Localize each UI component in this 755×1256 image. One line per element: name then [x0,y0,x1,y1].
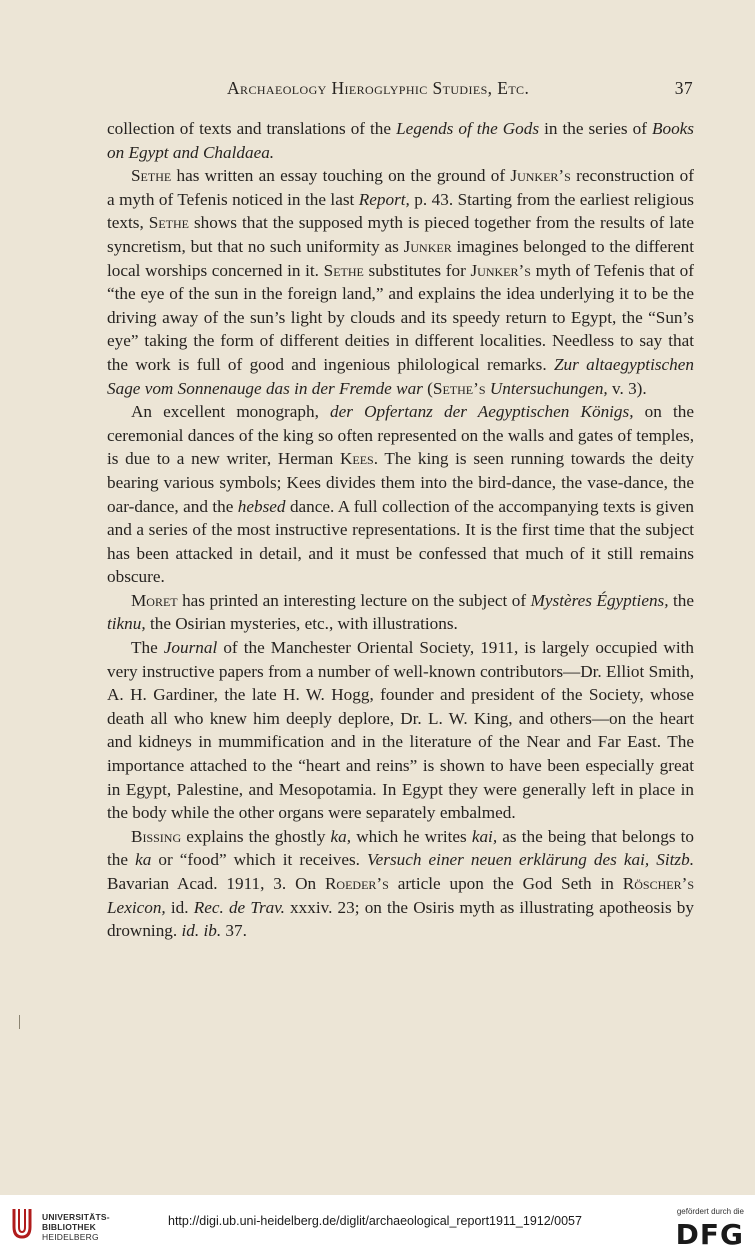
italic-text: Journal [163,638,218,658]
text-run: id. [165,897,194,917]
italic-text: id. ib. [181,921,222,941]
margin-mark [19,1015,20,1029]
small-caps-name: Sethe [148,213,189,233]
text-run: on the ceremonial dances of the king so often represented on the walls and gates of temples, is due to a new writer, Herman [107,402,694,469]
italic-text: Versuch einer neuen erklärung des kai, Sitzb. [367,850,695,870]
small-caps-name: Röscher’s [622,874,694,893]
small-caps-name: Junker [403,236,452,256]
body-text [107,117,694,943]
text-run: explains the ghostly [181,826,331,846]
small-caps-name: Sethe [131,166,172,186]
italic-text: Lexicon, [107,897,166,917]
text-run: substitutes for [363,260,471,280]
text-run: imagines belonged to the different local worships concerned in it. [107,236,695,280]
italic-text: tiknu, [107,614,146,634]
italic-text: Report, [358,189,410,209]
text-run: the Osirian mysteries, etc., with illustrations. [145,614,458,634]
text-run: the [668,590,695,610]
text-run: ( [422,378,433,398]
small-caps-name: Kees [339,449,374,469]
italic-text: Legends of the Gods [396,119,540,138]
dfg-logo: DFG [675,1218,744,1251]
text-run: xxxiv. 23; on the Osiris myth as illustrating apotheosis by drowning. [107,897,694,941]
italic-text: hebsed [237,496,286,516]
small-caps-name: Sethe [323,260,364,280]
text-run: which he writes [351,826,472,846]
paragraph-p3 [107,400,694,589]
italic-text: kai, [471,826,498,846]
library-line-2: BIBLIOTHEK [42,1222,96,1232]
small-caps-name: Sethe’s [432,378,486,398]
text-run: p. 43. Starting from the earliest religious texts, [107,189,694,233]
text-run: as the being that belongs to the [107,826,694,870]
running-header [107,78,693,102]
italic-text: ka [135,850,152,870]
text-run: An excellent monograph, [131,402,331,422]
funded-by-label: gefördert durch die [676,1207,744,1216]
library-line-1: UNIVERSITÄTS- [42,1212,110,1222]
text-run: reconstruction of a myth of Tefenis noticed in the last [107,166,695,209]
viewer-footer [0,1195,755,1256]
text-run: collection of texts and translations of the [107,119,397,138]
paragraph-p2 [107,164,694,400]
italic-text: Rec. de Trav. [193,897,285,917]
italic-text: ka, [330,826,352,846]
small-caps-name: Junker’s [470,260,531,280]
text-run: dance. A full collection of the accompanying texts is given and a series of the most instructive representations. It is the first time that the subject has been attacked in detail, and it must be confessed that much of it still remains obscure. [107,496,694,587]
text-run: Bavarian Acad. 1911, 3. On [107,874,325,893]
ub-heidelberg-logo-icon [10,1207,34,1241]
paragraph-p5 [107,636,694,825]
small-caps-name: Bissing [131,826,182,846]
permalink-url[interactable]: http://digi.ub.uni-heidelberg.de/diglit/archaeological_report1911_1912/0057 [168,1214,582,1228]
text-run: or “food” which it receives. [151,850,368,870]
paragraph-p1 [107,117,694,164]
text-run: myth of Tefenis that of “the eye of the sun in the foreign land,” and explains the idea underlying it to be the driving away of the sun’s light by clouds and its speedy return to Egypt, the “Sun’s eye” taking the form of different deities in different localities. Needless to say that the work is full of good and ingenious philological remarks. [107,260,695,374]
text-run: has written an essay touching on the ground of [171,166,511,186]
text-run: of the Manchester Oriental Society, 1911, is largely occupied with very instructive papers from a number of well-known contributors—Dr. Elliot Smith, A. H. Gardiner, the late H. W. Hogg, founder and president of the Society, whose death all who knew him deeply deplore, Dr. L. W. King, and others—on the heart and kidneys in mummification and in the literature of the Near and Far East. The importance attached to the “heart and reins” is shown to have been especially great in Egypt, Palestine, and Mesopotamia. In Egypt they were generally left in place in the body while the other organs were separately embalmed. [107,638,694,823]
paragraph-p4 [107,589,694,636]
italic-text: Zur altaegyptischen Sage vom Sonnenauge das in der Fremde war [107,354,694,398]
italic-text: Books on Egypt and Chaldaea. [107,119,694,162]
library-line-3: HEIDELBERG [42,1232,99,1242]
text-run: in the series of [539,119,652,138]
text-run: The [131,638,164,658]
text-run: v. 3). [607,378,647,398]
small-caps-name: Moret [131,590,178,610]
italic-text: Mystères Égyptiens, [530,590,669,610]
page-number: 37 [674,78,693,98]
small-caps-name: Junker’s [510,166,571,186]
italic-text: Untersuchungen, [489,378,608,398]
text-run: . The king is seen running towards the deity bearing various symbols; Kees divides them into the bird-dance, the vase-dance, the oar-dance, and the [107,449,695,516]
italic-text: der Opfertanz der Aegyptischen Königs, [330,402,634,422]
text-run: article upon the God Seth in [388,874,623,893]
running-title: Archaeology Hieroglyphic Studies, Etc. [227,78,530,98]
paragraph-p6 [107,825,694,943]
text-run: has printed an interesting lecture on the subject of [177,590,531,610]
library-name [42,1212,110,1242]
small-caps-name: Roeder’s [324,874,389,893]
text-run: 37. [221,921,247,941]
text-run: shows that the supposed myth is pieced together from the results of late syncretism, but that no such uniformity as [107,213,694,256]
